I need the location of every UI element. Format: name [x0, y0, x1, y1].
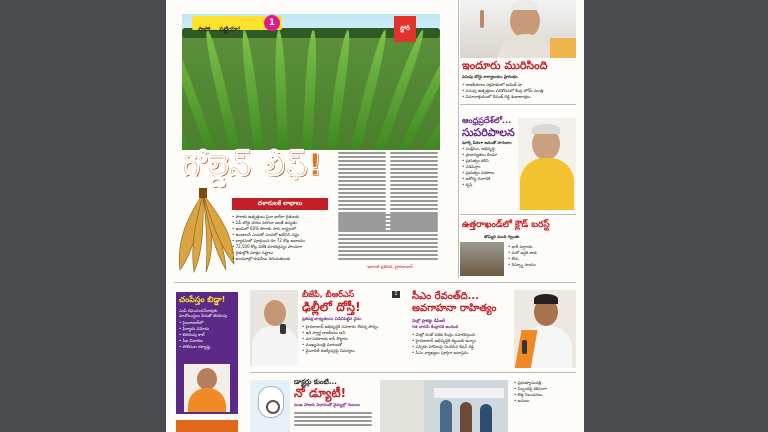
lead-bullet: • ఏపీ బోర్డు ధరలు పెరిగినా అంతే ఉన్నతం — [232, 220, 297, 225]
bullet: • ముఖ్యమంత్రి మాటలతో — [302, 342, 342, 347]
lead-bullet: • పొగాకు ఉత్పత్తులు పైనా భారీగా రైతులకు — [232, 214, 299, 219]
revanth-headline-2: అవగాహనా రాహిత్యం — [412, 303, 497, 314]
bullet: • సైబరాబాద్‌లో — [179, 320, 203, 325]
lead-bullet: • ఉండాలనే ఎందుకో ఎందుకో అదేనిని నష్టం — [232, 232, 299, 237]
bullet: • పోలీసుల దర్యాప్తు — [179, 344, 210, 349]
lead-photo — [182, 14, 440, 150]
doctor-headline-1: డాక్టర్లు కుంటి... — [294, 378, 337, 386]
bullet: • సిబ్బందిపై కఠినంగా — [514, 386, 547, 391]
lead-byline: -ఇలాంటి ప్రతినిధి, హైదరాబాద్ — [366, 264, 413, 269]
bullet: • లేదు — [508, 256, 519, 261]
lead-bullet: • బ్యారనులో పూర్తయిన రూ.72 కోట్ల ఆదాయం — [232, 238, 305, 243]
lead-bullet: • రైతుల్లోకి మాత్రం నష్టాలు — [232, 250, 273, 255]
newspaper-page — [166, 0, 584, 432]
revanth-photo — [514, 290, 576, 368]
bjp-headline-1: బీజేపీ, బీఆర్‌ఎస్ — [302, 290, 355, 299]
right-mid-subheadline: మార్పే పేరుగా జనంతో సాగుదాం — [462, 140, 512, 145]
bullet: • విమానాశ్రయంలో రేవంత్ రెడ్డి శుభాకాంక్షలు — [462, 94, 531, 99]
bullet: • ఎన్నికల హామీలపై నిలదీసిన కిషన్ రెడ్డి — [412, 344, 474, 349]
uttarakhand-photo — [460, 242, 504, 276]
right-mid-photo — [518, 118, 576, 210]
right-top-subheadline: పసుపు బోర్డు కార్యాలయం ప్రారంభం — [462, 74, 518, 79]
bjp-headline-2: ఢిల్లీలో దోస్తీ! — [302, 300, 361, 314]
bullet: • హైదరాబాద్ అభివృద్ధికి సహకారం లేదన్న పొన్నం — [302, 324, 378, 329]
right-top-bullets — [462, 82, 574, 100]
bullet: • సీఎం వ్యాఖ్యలు పూర్తిగా అవాస్తవం — [412, 350, 468, 355]
bullet: • ఇది స్వార్థ రాజకీయం అని — [302, 330, 345, 335]
bullet: • నడిపిస్తాం — [462, 164, 480, 169]
revanth-subheadline: మెట్రో ప్రాజెక్టు డీపీఆర్ — [412, 318, 446, 323]
revanth-bullets — [412, 332, 512, 356]
bullet: • రెస్క్యూ సాయం — [508, 262, 536, 267]
lead-bullet: • 72,500 కోట్ల విదేశీ మారకద్రవ్యం పొందుగా — [232, 244, 302, 249]
right-mid-bullets — [462, 146, 514, 188]
kicker-label: పాపో... పట్టియా! — [198, 26, 241, 33]
bullet: • మా పథకాలకు కాపీ కొట్టారు — [302, 336, 348, 341]
uttarakhand-subheadline: తొమ్మిది మంది గల్లంతు — [484, 234, 520, 239]
bjp-bullets — [302, 324, 402, 354]
bjp-subheadline: ప్రతిపక్ష బాధ్యతలను విడిచిపెట్టిన వైనం — [302, 316, 362, 321]
bullet: • ప్రభుత్వం కలిసి — [462, 158, 489, 163]
clinic-photo — [380, 380, 508, 432]
lead-bullet: • ఇందులో 60% పొగాకు సాగు రాష్ట్రంలో — [232, 226, 296, 231]
bullet: • భారీ వర్షాలకు — [508, 244, 532, 249]
lead-headline: గోల్డెన్ లీఫ్! — [182, 148, 323, 183]
bullet: • ప్రభుత్వాసుపత్రి — [514, 380, 541, 385]
uttarakhand-bullets — [508, 244, 574, 268]
story-stamp: స్టోరీ — [394, 16, 416, 42]
bullet: • ప్రాధాన్యతలు రెండూ — [462, 152, 497, 157]
lead-bullets — [232, 214, 332, 262]
sidebar-photo — [184, 364, 230, 412]
sidebar-headline: చంపేస్తం బిడ్డా! — [179, 295, 226, 304]
right-top-photo — [460, 0, 576, 58]
bjp-badge: 1 — [392, 291, 400, 298]
doctor-photo — [250, 380, 290, 432]
sidebar-threat-box — [176, 292, 238, 414]
bullet: • మరో ఇద్దరి జాడ — [508, 250, 537, 255]
revanth-headline-1: సీఎం రేవంత్‌ది... — [412, 291, 480, 302]
lead-bullet: • అంచనాల్లో కంపెనీలు దిగుమతులకు — [232, 256, 290, 261]
doctor-body-text — [294, 410, 372, 428]
revanth-subheadline-2: గత వారమే కేంద్రానికి అందింది — [412, 324, 459, 329]
doctor-subheadline: ముఖ హాజరు విధానంతో వైద్యుల్లో గుబులు — [294, 402, 360, 407]
right-mid-headline: సుపరిపాలన — [462, 126, 515, 139]
tobacco-leaves-illustration — [168, 186, 238, 274]
bullet: • అమలు — [514, 398, 529, 403]
bullet: • సీఐ విచారణ — [179, 338, 203, 343]
bullet: • ఆరోగ్య రంగానికి — [462, 176, 490, 181]
kicker-number: 1 — [264, 15, 280, 31]
right-mid-kicker: ఆంధ్రప్రదేశ్‌లో... — [462, 116, 512, 125]
right-top-headline: ఇందూరు మురిసింది — [462, 59, 548, 72]
bullet: • కొత్త నిబంధనలు — [514, 392, 543, 397]
uttarakhand-headline: ఉత్తరాఖండ్‌లో క్లౌడ్ బరస్ట్ — [462, 220, 550, 230]
doctor-headline-2: నో డ్యూటీ! — [294, 386, 347, 400]
sidebar-subheadline: ఎంపీ రఘునందన్‌రావుకు మావోయిస్టుల పేరుతో బెదిరింపు — [179, 308, 228, 318]
bullet: • మెట్రో రెండో దశకు కేంద్రం సహకరిస్తుంది — [412, 332, 475, 337]
bullet: • మైనారిటీ రిజర్వేషన్లపై విమర్శలు — [302, 348, 355, 353]
bullet: • హైదరాబాద్ అభివృద్ధికి కట్టుబడి ఉన్నాం — [412, 338, 476, 343]
bullet: • పసుపు ఉత్పత్తులు పరిశోధనలో కేంద్ర హోమ్ మంత్రి — [462, 88, 543, 93]
bullet: • ఫిర్యాదు నమోదు — [179, 326, 209, 331]
bullet: • బెదిరింపు కాల్ — [179, 332, 204, 337]
bullet: • రాజకీయాలు పక్షపాతంలో అమిత్ షా — [462, 82, 522, 87]
bottom-right-bullets — [514, 380, 576, 404]
bullet: • సంక్షేమం, అభివృద్ధి — [462, 146, 495, 151]
bullet: • ప్రభుత్వం పథకాలు — [462, 170, 494, 175]
lead-body-text — [338, 212, 438, 262]
bjp-photo — [250, 290, 298, 366]
lead-subheadline: దళారులకే లాభాలు — [232, 198, 328, 210]
bullet: • కృషి — [462, 182, 472, 187]
